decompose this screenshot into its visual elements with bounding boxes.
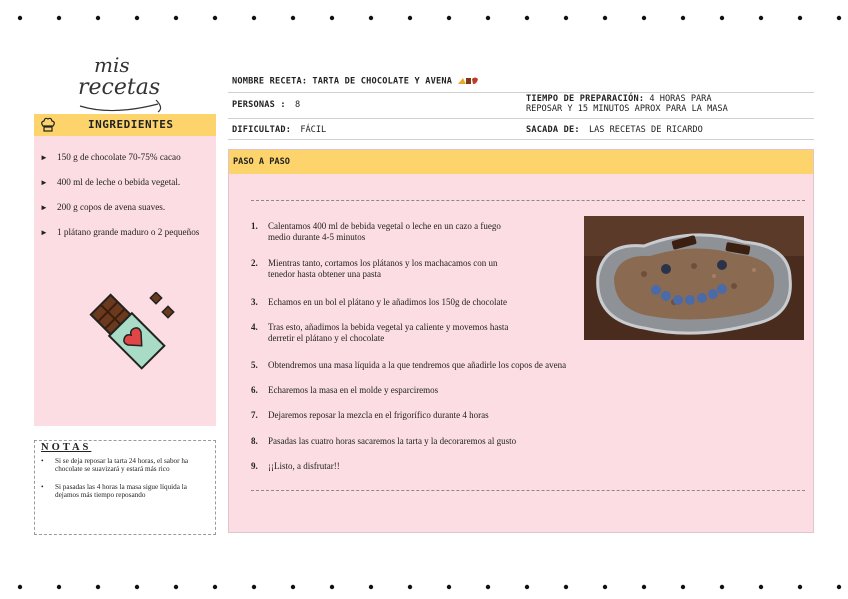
border-dot (525, 585, 529, 589)
border-dot (135, 585, 139, 589)
border-dot (18, 585, 22, 589)
border-dot (369, 16, 373, 20)
step-item: 9. ¡¡Listo, a disfrutar!! (251, 461, 340, 471)
list-item: ► 150 g de chocolate 70-75% cacao (40, 152, 181, 162)
difficulty-value: FÁCIL (300, 125, 327, 135)
ingredients-header (34, 114, 216, 136)
border-dot (330, 16, 334, 20)
border-dot (642, 585, 646, 589)
divider (228, 118, 814, 119)
border-dot (720, 16, 724, 20)
border-dot (681, 16, 685, 20)
divider (228, 92, 814, 93)
step-item: 2. Mientras tanto, cortamos los plátanos y los machacamos con un tenedor hasta obtener una pasta (251, 258, 498, 279)
steps-header (229, 150, 813, 174)
prep-time-row (526, 94, 728, 114)
dashed-divider (251, 200, 805, 201)
steps-title: PASO A PASO (233, 157, 290, 167)
difficulty-row (232, 125, 326, 135)
border-dot (486, 585, 490, 589)
bottom-dotted-border (0, 583, 848, 591)
border-dot (252, 16, 256, 20)
border-dot (447, 585, 451, 589)
border-dot (174, 585, 178, 589)
chocolate-emoji-icon (457, 76, 479, 86)
border-dot (837, 16, 841, 20)
ingredients-panel (34, 114, 216, 426)
border-dot (291, 585, 295, 589)
border-dot (759, 585, 763, 589)
border-dot (798, 585, 802, 589)
recipe-name-label: NOMBRE RECETA: (232, 76, 308, 87)
divider (228, 139, 814, 140)
step-item: 1. Calentamos 400 ml de bebida vegetal o leche en un cazo a fuego medio durante 4-5 minutos (251, 221, 501, 242)
prep-time-value-2: REPOSAR Y 15 MINUTOS APROX PARA LA MASA (526, 104, 728, 114)
notes-box (34, 440, 216, 535)
source-row (526, 125, 703, 135)
list-item: ► 200 g copos de avena suaves. (40, 202, 166, 212)
list-item: ► 1 plátano grande maduro o 2 pequeños (40, 227, 200, 237)
border-dot (57, 585, 61, 589)
source-label: SACADA DE: (526, 125, 580, 135)
mis-recetas-logo (72, 50, 172, 116)
border-dot (681, 585, 685, 589)
step-item: 7. Dejaremos reposar la mezcla en el frigorífico durante 4 horas (251, 410, 489, 420)
cake-photo (584, 216, 804, 340)
border-dot (408, 16, 412, 20)
border-dot (759, 16, 763, 20)
border-dot (18, 16, 22, 20)
svg-text:recetas: recetas (78, 75, 161, 100)
border-dot (603, 585, 607, 589)
step-item: 5. Obtendremos una masa líquida a la que tendremos que añadirle los copos de avena (251, 360, 567, 370)
list-item: ► 400 ml de leche o bebida vegetal. (40, 177, 181, 187)
ingredients-list (40, 152, 212, 252)
ingredients-title: INGREDIENTES (88, 118, 174, 131)
prep-time-value-1: 4 HORAS PARA (649, 94, 712, 104)
source-value: LAS RECETAS DE RICARDO (588, 125, 703, 135)
border-dot (798, 16, 802, 20)
svg-text:mis: mis (94, 53, 130, 77)
border-dot (96, 585, 100, 589)
border-dot (408, 585, 412, 589)
top-dotted-border (0, 14, 848, 22)
chocolate-bar-heart-icon (74, 292, 184, 374)
notes-list (39, 457, 211, 509)
border-dot (96, 16, 100, 20)
border-dot (564, 16, 568, 20)
recipe-name-value: TARTA DE CHOCOLATE Y AVENA (312, 76, 453, 87)
step-item: 6. Echaremos la masa en el molde y esparciremos (251, 385, 439, 395)
border-dot (213, 16, 217, 20)
list-item: • Si pasadas las 4 horas la masa sigue líquida la dejamos más tiempo reposando (41, 482, 187, 500)
recipe-name-row (232, 76, 479, 87)
border-dot (57, 16, 61, 20)
people-value: 8 (294, 100, 301, 110)
border-dot (213, 585, 217, 589)
border-dot (174, 16, 178, 20)
chef-hat-icon (40, 117, 56, 133)
border-dot (291, 16, 295, 20)
border-dot (135, 16, 139, 20)
prep-time-label: TIEMPO DE PREPARACIÓN: (526, 94, 645, 104)
border-dot (642, 16, 646, 20)
step-item: 3. Echamos en un bol el plátano y le añadimos los 150g de chocolate (251, 297, 507, 307)
notes-title: NOTAS (41, 442, 92, 453)
border-dot (525, 16, 529, 20)
border-dot (564, 585, 568, 589)
border-dot (330, 585, 334, 589)
step-item: 4. Tras esto, añadimos la bebida vegetal ya caliente y movemos hasta derretir el plátano y el chocolate (251, 322, 509, 343)
steps-panel (228, 149, 814, 533)
difficulty-label: DIFICULTAD: (232, 125, 292, 135)
border-dot (369, 585, 373, 589)
border-dot (486, 16, 490, 20)
border-dot (603, 16, 607, 20)
border-dot (720, 585, 724, 589)
border-dot (252, 585, 256, 589)
list-item: • Si se deja reposar la tarta 24 horas, el sabor ha chocolate se suavizará y estará más rico (41, 457, 189, 474)
border-dot (837, 585, 841, 589)
people-row (232, 100, 300, 110)
people-label: PERSONAS : (232, 100, 286, 110)
step-item: 8. Pasadas las cuatro horas sacaremos la tarta y la decoraremos al gusto (251, 436, 517, 446)
border-dot (447, 16, 451, 20)
dashed-divider (251, 490, 805, 491)
